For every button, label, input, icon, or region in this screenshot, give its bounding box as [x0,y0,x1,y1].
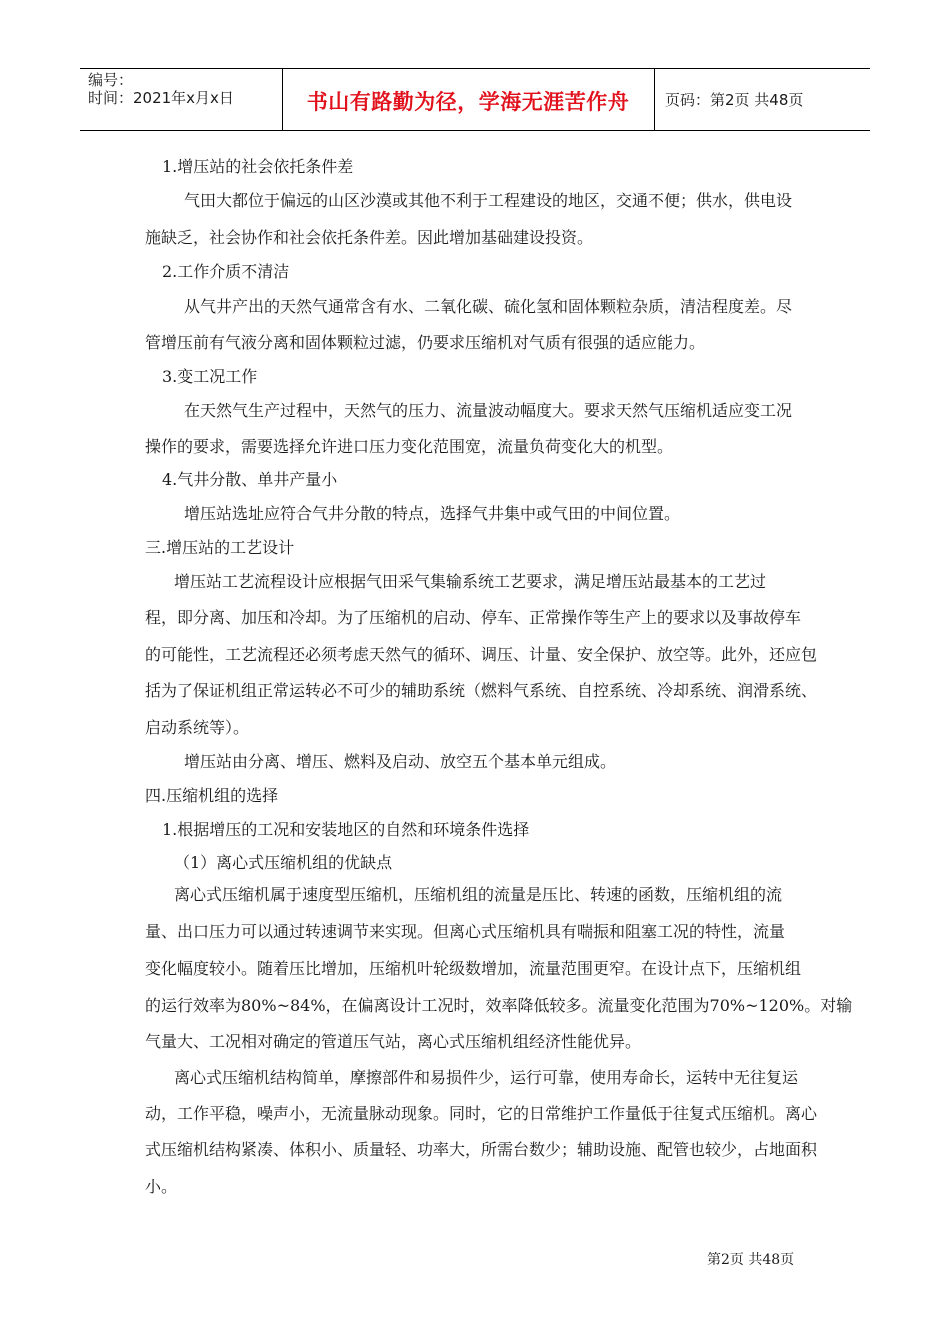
paragraph-line: 量、出口压力可以通过转速调节来实现。但离心式压缩机具有喘振和阻塞工况的特性，流量 [145,922,786,941]
document-number-label: 编号： [88,71,134,89]
paragraph-line: 增压站由分离、增压、燃料及启动、放空五个基本单元组成。 [184,752,617,771]
paragraph-line: 变化幅度较小。随着压比增加，压缩机叶轮级数增加，流量范围更窄。在设计点下，压缩机组 [145,959,802,978]
paragraph-line: 施缺乏，社会协作和社会依托条件差。因此增加基础建设投资。 [145,228,594,247]
paragraph-line: 气量大、工况相对确定的管道压气站，离心式压缩机组经济性能优异。 [145,1032,642,1051]
section-heading: 1.根据增压的工况和安装地区的自然和环境条件选择 [162,820,530,839]
header-page-cell [655,69,870,130]
paragraph-line: 的运行效率为80%~84%，在偏离设计工况时，效率降低较多。流量变化范围为70%~120%。对输 [145,996,853,1015]
section-heading: 4.气井分散、单井产量小 [162,470,338,489]
paragraph-line: 括为了保证机组正常运转必不可少的辅助系统（燃料气系统、自控系统、冷却系统、润滑系统、 [145,681,818,700]
paragraph-line: 气田大都位于偏远的山区沙漠或其他不利于工程建设的地区，交通不便；供水，供电设 [184,191,793,210]
chapter-heading: 三.增压站的工艺设计 [145,538,295,557]
subsection-heading: （1）离心式压缩机组的优缺点 [174,853,393,872]
paragraph-line: 增压站选址应符合气井分散的特点，选择气井集中或气田的中间位置。 [184,504,681,523]
paragraph-line: 离心式压缩机结构简单，摩擦部件和易损件少，运行可靠，使用寿命长，运转中无往复运 [174,1068,799,1087]
paragraph-line: 增压站工艺流程设计应根据气田采气集输系统工艺要求，满足增压站最基本的工艺过 [174,572,767,591]
paragraph-line: 小。 [145,1177,178,1196]
footer-page-number: 第2页 共48页 [707,1252,795,1268]
paragraph-line: 离心式压缩机属于速度型压缩机，压缩机组的流量是压比、转速的函数，压缩机组的流 [174,885,783,904]
paragraph-line: 从气井产出的天然气通常含有水、二氧化碳、硫化氢和固体颗粒杂质，清洁程度差。尽 [184,297,793,316]
section-heading: 1.增压站的社会依托条件差 [162,157,354,176]
paragraph-line: 式压缩机结构紧凑、体积小、质量轻、功率大，所需台数少；辅助设施、配管也较少，占地面积 [145,1140,818,1159]
paragraph-line: 管增压前有气液分离和固体颗粒过滤，仍要求压缩机对气质有很强的适应能力。 [145,333,706,352]
header-motto-cell [282,69,655,130]
header-info-cell [80,69,283,130]
paragraph-line: 程，即分离、加压和冷却。为了压缩机的启动、停车、正常操作等生产上的要求以及事故停车 [145,608,802,627]
paragraph-line: 在天然气生产过程中，天然气的压力、流量波动幅度大。要求天然气压缩机适应变工况 [184,401,793,420]
header-motto: 书山有路勤为径，学海无涯苦作舟 [306,90,630,114]
paragraph-line: 的可能性，工艺流程还必须考虑天然气的循环、调压、计量、安全保护、放空等。此外，还应包 [145,645,818,664]
section-heading: 3.变工况工作 [162,367,258,386]
header-page-number: 页码：第2页 共48页 [665,91,804,109]
chapter-heading: 四.压缩机组的选择 [145,786,279,805]
section-heading: 2.工作介质不清洁 [162,262,290,281]
paragraph-line: 启动系统等）。 [145,718,250,737]
document-time-label: 时间：2021年x月x日 [88,89,234,107]
page-header [80,68,870,131]
paragraph-line: 动，工作平稳，噪声小，无流量脉动现象。同时，它的日常维护工作量低于往复式压缩机。离心 [145,1104,818,1123]
paragraph-line: 操作的要求，需要选择允许进口压力变化范围宽，流量负荷变化大的机型。 [145,437,674,456]
